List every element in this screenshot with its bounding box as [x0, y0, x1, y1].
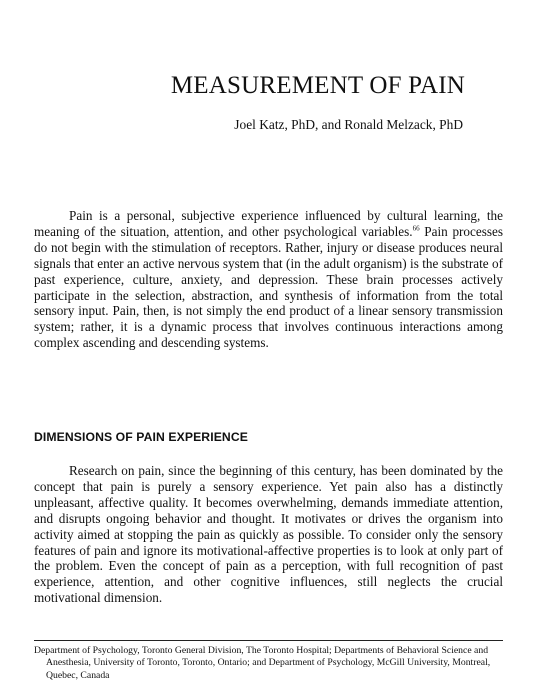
- author-line: Joel Katz, PhD, and Ronald Melzack, PhD: [234, 117, 463, 132]
- section-paragraph: Research on pain, since the beginning of this century, has been dominated by the concept that pain is purely a sensory experience. Yet pain also has a distinctly unpleasant, affective quality. It becomes overwhelming, demands immediate attention, and disrupts ongoing behavior and thought. It motivates or drives the organism into activity aimed at stopping the pain as quickly as possible. To consider only the sensory features of pain and ignore its motivational-affective properties is to look at only part of the problem. Even the concept of pain as a perception, with full recognition of past experience, attention, and other cognitive influences, still neglects the crucial motivational dimension.: [34, 463, 503, 606]
- intro-paragraph: [34, 208, 503, 351]
- footnote-divider: [34, 640, 503, 641]
- article-title: MEASUREMENT OF PAIN: [170, 72, 465, 99]
- intro-text-after-reference: Pain processes do not begin with the stimulation of receptors. Rather, injury or disease produces neural signals that enter an active nervous system that (in the adult organism) is the substrate of past experience, culture, anxiety, and depression. These brain processes actively participate in the selection, abstraction, and synthesis of information from the total sensory input. Pain, then, is not simply the end product of a linear sensory transmission system; rather, it is a dynamic process that involves continuous interactions among complex ascending and descending systems.: [34, 223, 503, 351]
- intro-text-before-reference: Pain is a personal, subjective experience influenced by cultural learning, the meaning of the situation, attention, and other psychological variables.: [34, 208, 503, 239]
- section-heading: DIMENSIONS OF PAIN EXPERIENCE: [34, 430, 248, 444]
- reference-superscript: 66: [412, 224, 420, 233]
- affiliation-footnote: Department of Psychology, Toronto General Division, The Toronto Hospital; Departments of Behavioral Science and Anesthesia, University of Toronto, Toronto, Ontario; and Department of Psychology, McGill University, Montreal, Quebec, Canada: [34, 645, 491, 681]
